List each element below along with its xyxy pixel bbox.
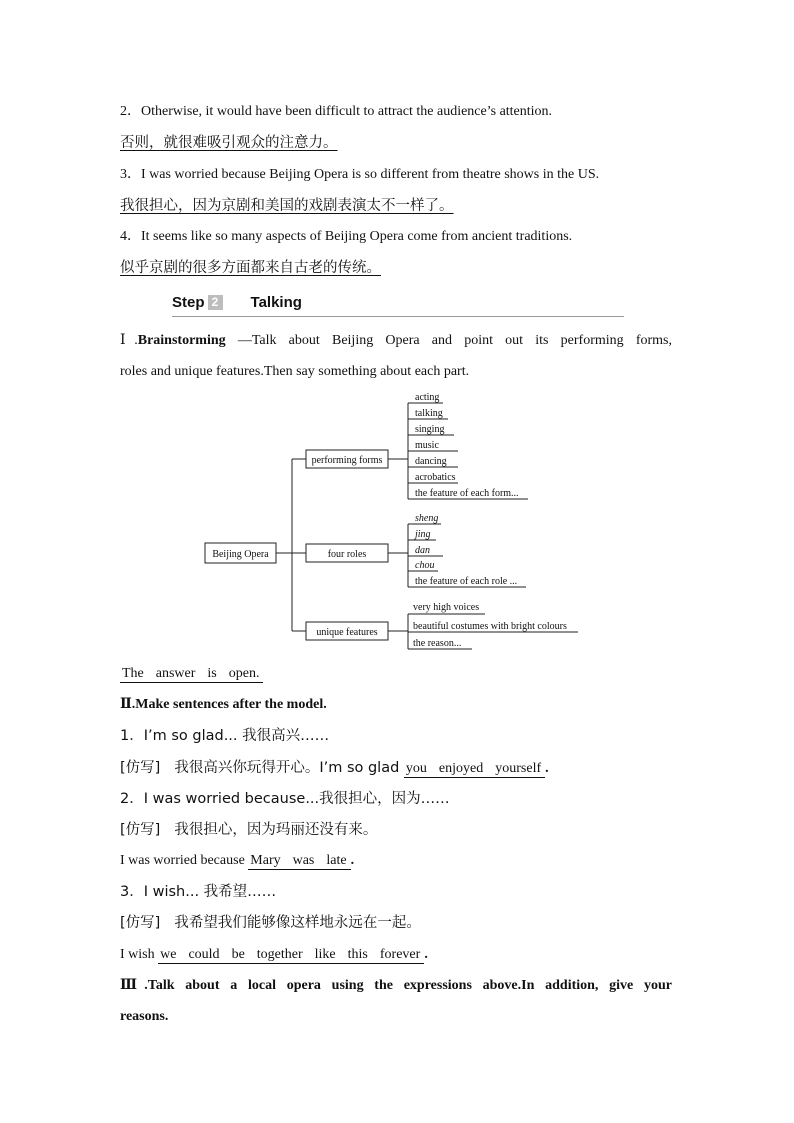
brainstorming-line-2: roles and unique features.Then say something about each part. <box>120 364 470 379</box>
answer-word: answer <box>155 666 196 681</box>
part-3-line-1: Ⅲ.Talk about a local opera using the expressions above.In addition, give your <box>120 978 672 993</box>
leaf-acting: acting <box>415 392 440 403</box>
answer-word: forever <box>379 947 421 962</box>
sentence-3-prefix: I wish <box>120 947 159 962</box>
answer-word: like <box>314 947 336 962</box>
answer-word: be <box>231 947 245 962</box>
leaf-dan: dan <box>415 545 430 556</box>
period: . <box>545 761 549 776</box>
answer-word: The <box>122 666 144 681</box>
sentence-1-practice <box>120 758 549 779</box>
answer-open-line <box>120 664 263 684</box>
brainstorm-diagram <box>0 385 794 660</box>
imitate-tag: [仿写] <box>120 760 161 776</box>
leaf-costumes: beautiful costumes with bright colours <box>413 621 567 632</box>
sentence-1-model: 1．I’m so glad... 我很高兴…… <box>120 728 330 744</box>
branch-label-four-roles: four roles <box>327 549 367 560</box>
leaf-feature-each-role: the feature of each role ... <box>415 576 518 587</box>
brainstorming-line-1 <box>120 331 672 351</box>
brainstorming-instruction: —Talk about Beijing Opera and point out its performing forms, <box>225 333 672 348</box>
leaf-feature-each-form: the feature of each form... <box>415 488 519 499</box>
step-title: Talking <box>250 294 302 311</box>
root-label: Beijing Opera <box>212 549 269 560</box>
answer-word: Mary <box>250 853 281 868</box>
item-4-english: 4．It seems like so many aspects of Beijing Opera come from ancient traditions. <box>120 229 573 244</box>
item-3-chinese: 我很担心，因为京剧和美国的戏剧表演太不一样了。 <box>120 198 454 214</box>
answer-word: we <box>160 947 177 962</box>
period: . <box>350 853 355 868</box>
answer-word: you <box>405 761 427 776</box>
answer-word: this <box>347 947 368 962</box>
sentence-3-answer-line <box>120 945 428 965</box>
item-2-chinese: 否则，就很难吸引观众的注意力。 <box>120 135 338 151</box>
sentence-1-answer <box>404 761 545 778</box>
sentence-1-prompt: 我很高兴你玩得开心。I’m so glad <box>174 760 404 776</box>
leaf-reason: the reason... <box>413 638 462 649</box>
answer-word: together <box>256 947 303 962</box>
answer-word: could <box>188 947 220 962</box>
brainstorming-heading: Brainstorming <box>137 333 226 348</box>
sentence-2-prompt: 我很担心，因为玛丽还没有来。 <box>174 822 378 838</box>
part-2-heading: Ⅱ.Make sentences after the model. <box>120 697 327 712</box>
leaf-sheng: sheng <box>415 513 439 524</box>
sentence-2-prefix: I was worried because <box>120 853 249 868</box>
sentence-2-practice-cn <box>120 820 377 841</box>
sentence-2-answer-line <box>120 851 354 871</box>
roman-numeral-1: Ⅰ. <box>120 333 138 348</box>
answer-word: late <box>326 853 347 868</box>
branch-label-performing-forms: performing forms <box>311 455 383 466</box>
leaf-singing: singing <box>415 424 445 435</box>
leaf-music: music <box>415 440 439 451</box>
item-3-english: 3．I was worried because Beijing Opera is so different from theatre shows in the US. <box>120 167 600 182</box>
answer-word: enjoyed <box>438 761 484 776</box>
answer-word: open. <box>228 666 260 681</box>
answer-word: is <box>207 666 217 681</box>
leaf-dancing: dancing <box>415 456 447 467</box>
item-2-english: 2．Otherwise, it would have been difficult to attract the audience’s attention. <box>120 104 553 119</box>
sentence-3-answer <box>158 947 424 964</box>
leaf-talking: talking <box>415 408 443 419</box>
sentence-3-practice-cn <box>120 913 421 934</box>
leaf-chou: chou <box>415 560 435 571</box>
period: . <box>424 947 428 962</box>
step-label: Step <box>172 294 205 311</box>
imitate-tag: [仿写] <box>120 915 161 931</box>
leaf-high-voices: very high voices <box>413 602 480 613</box>
sentence-3-model: 3．I wish... 我希望…… <box>120 884 277 900</box>
step-heading <box>172 294 624 317</box>
sentence-2-answer <box>248 853 350 870</box>
branch-label-unique-features: unique features <box>316 627 378 638</box>
leaf-acrobatics: acrobatics <box>415 472 456 483</box>
step-number-badge: 2 <box>208 295 223 310</box>
leaf-jing: jing <box>415 529 431 540</box>
answer-word: was <box>292 853 315 868</box>
answer-word: yourself <box>495 761 542 776</box>
imitate-tag: [仿写] <box>120 822 161 838</box>
sentence-2-model: 2．I was worried because...我很担心，因为…… <box>120 791 450 807</box>
sentence-3-prompt: 我希望我们能够像这样地永远在一起。 <box>174 915 421 931</box>
answer-open-blank <box>120 666 263 683</box>
part-3-line-2: reasons. <box>120 1009 169 1024</box>
item-4-chinese: 似乎京剧的很多方面都来自古老的传统。 <box>120 260 381 276</box>
